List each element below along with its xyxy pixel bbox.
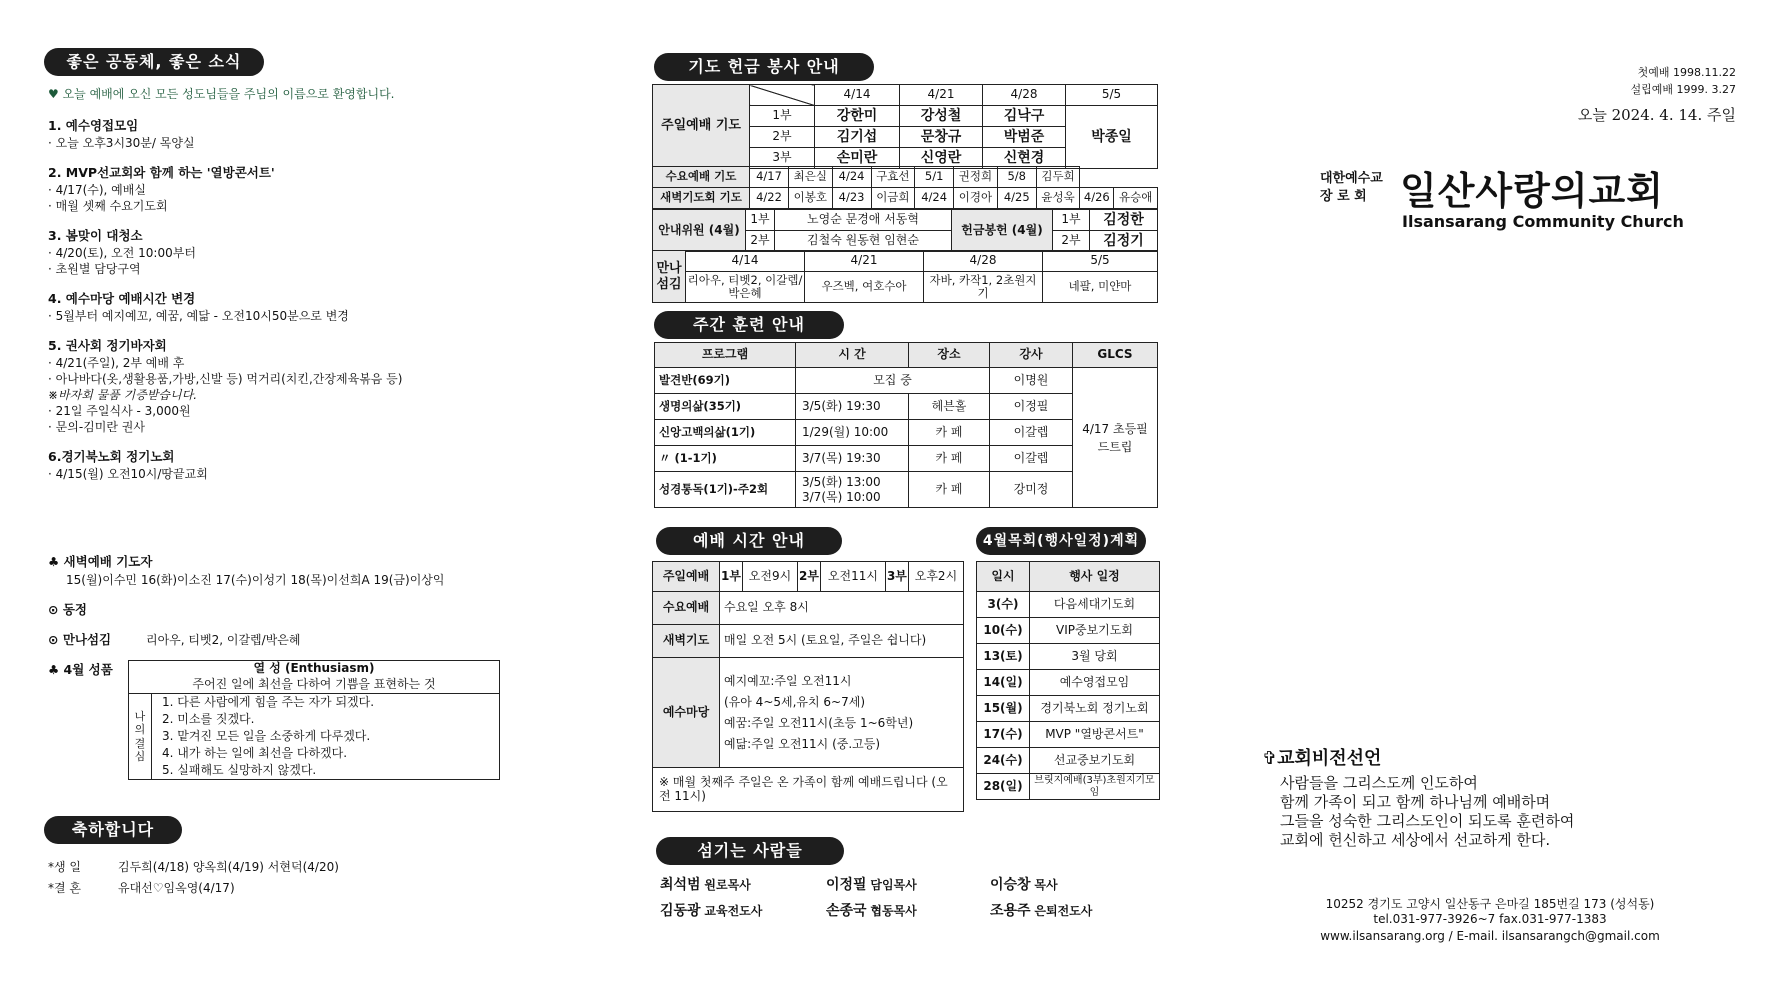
church-address: 10252 경기도 고양시 일산동구 은마길 185번길 173 (성석동) <box>1325 897 1655 911</box>
vision-statement: 사람들을 그리스도께 인도하여 함께 가족이 되고 함께 하나님께 예배하며 그들을 성숙한 그리스도인이 되도록 훈련하여 교회에 헌신하고 세상에서 선교하게 한다. <box>1280 774 1575 849</box>
dawn-prayer-title: ♣ 새벽예배 기도자 <box>48 554 153 569</box>
denomination-line2: 장 로 회 <box>1320 189 1367 204</box>
dawn-prayer-list: 15(월)이수민 16(화)이소진 17(수)이성기 18(목)이선희A 19(금)이상익 <box>66 573 445 587</box>
training-row: 신앙고백의삶(1기) 1/29(월) 10:00 카 페 이갈렙 <box>655 420 1158 446</box>
section-header-staff: 섬기는 사람들 <box>656 837 844 865</box>
character-desc: 주어진 일에 최선을 다하여 기쁨을 표현하는 것 <box>129 677 500 694</box>
events-table: 일시 행사 일정 3(수) 다음세대기도회 10(수) VIP중보기도회 13(토) 3월 당회 14(일) 예수영접모임 15(월) 경기북노회 정기노회 17(수) MVP "열방콘서트" 24(수) 선교중보기도회 28(일) 브릿지예배(3부)초원지기모임 <box>976 561 1160 800</box>
founded-date: 설립예배 1999. 3.27 <box>1630 83 1736 96</box>
event-row: 15(월) 경기북노회 정기노회 <box>977 696 1160 722</box>
character-name: 열 성 (Enthusiasm) <box>129 661 500 678</box>
news-title: 5. 권사회 정기바자회 <box>48 338 167 353</box>
church-web[interactable]: www.ilsansarang.org / E-mail. ilsansarangch@gmail.com <box>1320 929 1660 943</box>
birthday-list: 김두희(4/18) 양옥희(4/19) 서현덕(4/20) <box>118 860 339 874</box>
staff-member: 이정필 담임목사 <box>826 877 917 893</box>
staff-member: 최석범 원로목사 <box>660 877 751 893</box>
church-name: 일산사랑의교회 <box>1400 169 1664 213</box>
event-row: 13(토) 3월 당회 <box>977 644 1160 670</box>
church-name-en: Ilsansarang Community Church <box>1402 212 1684 231</box>
section-header-events: 4월목회(행사일정)계획 <box>976 527 1146 555</box>
event-row: 14(일) 예수영접모임 <box>977 670 1160 696</box>
section-header-worship: 예배 시간 안내 <box>656 527 842 555</box>
staff-member: 김동광 교육전도사 <box>660 903 763 919</box>
training-table: 프로그램 시 간 장소 강사 GLCS 발견반(69기) 모집 중 이명원 4/17 초등필드트립 생명의삶(35기) 3/5(화) 19:30 헤븐홀 이정필 신앙고백의삶(1기) 1/29(월) 10:00 카 페 이갈렙 〃 (1-1기) 3/7(목) 19:30 카 페 이갈렙 성경통독(1기)-주2회 3/5(화) 13:00 3/7(목) 10:00 카 페 강미정 <box>654 342 1158 508</box>
usher-table: 안내위원 (4월) 1부 노영순 문경애 서동혁 헌금봉헌 (4월) 1부 김정한 2부 김철숙 원동현 임현순 2부 김정기 <box>652 209 1158 252</box>
birthday-label: *생 일 <box>48 860 81 874</box>
prayer-table: 주일예배 기도 4/14 4/21 4/28 5/5 1부 강한미 강성철 김낙구 박종일 2부 김기섭 문창규 박범준 3부 손미란 신영란 신현경 <box>652 84 1158 169</box>
staff-member: 이승창 목사 <box>990 877 1058 893</box>
event-row: 28(일) 브릿지예배(3부)초원지기모임 <box>977 774 1160 800</box>
section-header-news: 좋은 공동체, 좋은 소식 <box>44 48 264 76</box>
news-line: · 5월부터 예지예꼬, 예꿈, 예닮 - 오전10시50분으로 변경 <box>48 309 349 323</box>
news-line: · 아나바다(옷,생활용품,가방,신발 등) 먹거리(치킨,간장제육볶음 등) <box>48 372 403 386</box>
news-line: · 4/17(수), 예배실 <box>48 183 146 197</box>
dongjeong-title: ⊙ 동정 <box>48 602 87 617</box>
news-title: 3. 봄맞이 대청소 <box>48 228 143 243</box>
wedding-label: *결 혼 <box>48 881 81 895</box>
news-title: 4. 예수마당 예배시간 변경 <box>48 291 196 306</box>
news-line: · 21일 주일식사 - 3,000원 <box>48 404 191 418</box>
manna-table: 만나 섬김 4/14 4/21 4/28 5/5 리아우, 티벳2, 이갈렙/박은혜 우즈벡, 여호수아 자바, 카작1, 2초원지기 네팔, 미얀마 <box>652 250 1158 303</box>
wed-dawn-prayer-table: 수요예배 기도 4/17 최은실 4/24 구효선 5/1 권정희 5/8 김두희 새벽기도회 기도 4/22 이봉호 4/23 이금희 4/24 이경아 4/25 윤성욱 4/26 유승애 <box>652 166 1158 209</box>
wedding-list: 유대선♡임옥영(4/17) <box>118 881 235 895</box>
news-line: · 오늘 오후3시30분/ 목양실 <box>48 136 195 150</box>
news-line: · 초원별 담당구역 <box>48 262 141 276</box>
staff-member: 손종국 협동목사 <box>826 903 917 919</box>
worship-table: 주일예배 1부 오전9시 2부 오전11시 3부 오후2시 수요예배 수요일 오후 8시 새벽기도 매일 오전 5시 (토요일, 주일은 쉽니다) 예수마당 예지예꼬:주일 오전11시 (유아 4~5세,유치 6~7세) 예꿈:주일 오전11시(초등 1~6학년) 예닮:주일 오전11시 (중.고등) ※ 매월 첫째주 주일은 온 가족이 함께 예배드립니다 (오전 11시) <box>652 561 964 812</box>
training-row: 〃 (1-1기) 3/7(목) 19:30 카 페 이갈렙 <box>655 446 1158 472</box>
section-header-congrats: 축하합니다 <box>44 816 182 844</box>
event-row: 24(수) 선교중보기도회 <box>977 748 1160 774</box>
resolution-label: 나 의 결 심 <box>129 694 152 780</box>
event-row: 17(수) MVP "열방콘서트" <box>977 722 1160 748</box>
news-line: · 4/21(주일), 2부 예배 후 <box>48 356 185 370</box>
news-title: 1. 예수영접모임 <box>48 118 139 133</box>
church-phone: tel.031-977-3926~7 fax.031-977-1383 <box>1373 912 1607 926</box>
fruit-title: ♣ 4월 성품 <box>48 662 113 677</box>
training-row: 생명의삶(35기) 3/5(화) 19:30 헤븐홀 이정필 <box>655 394 1158 420</box>
resolution-list: 1. 다른 사람에게 힘을 주는 자가 되겠다. 2. 미소를 짓겠다. 3. 맡겨진 모든 일을 소중하게 다루겠다. 4. 내가 하는 일에 최선을 다하겠다. 5. 실패해도 실망하지 않겠다. <box>152 694 500 780</box>
news-line: · 매월 셋째 수요기도회 <box>48 199 168 213</box>
training-row: 발견반(69기) 모집 중 이명원 4/17 초등필드트립 <box>655 368 1158 394</box>
first-worship-date: 첫예배 1998.11.22 <box>1637 66 1736 79</box>
manna-title: ⊙ 만나섬김 <box>48 632 112 647</box>
news-line: · 문의-김미란 권사 <box>48 420 145 434</box>
vision-title: ✞교회비전선언 <box>1262 748 1382 769</box>
character-table <box>128 660 500 780</box>
news-title: 2. MVP선교회와 함께 하는 '열방콘서트' <box>48 165 275 180</box>
today-date: 오늘 2024. 4. 14. 주일 <box>1577 106 1736 124</box>
section-header-prayer: 기도 헌금 봉사 안내 <box>654 53 874 81</box>
training-row: 성경통독(1기)-주2회 3/5(화) 13:00 3/7(목) 10:00 카 페 강미정 <box>655 472 1158 508</box>
news-title: 6.경기북노회 정기노회 <box>48 449 175 464</box>
news-line: ※바자회 물품 기증받습니다. <box>48 388 198 402</box>
worship-note: ※ 매월 첫째주 주일은 온 가족이 함께 예배드립니다 (오전 11시) <box>653 768 964 812</box>
denomination-line1: 대한예수교 <box>1320 171 1383 186</box>
news-line: · 4/15(월) 오전10시/땅끝교회 <box>48 467 208 481</box>
staff-member: 조용주 은퇴전도사 <box>990 903 1093 919</box>
manna-value: 리아우, 티벳2, 이갈렙/박은혜 <box>146 633 301 647</box>
news-line: · 4/20(토), 오전 10:00부터 <box>48 246 196 260</box>
glcs-cell: 4/17 초등필드트립 <box>1073 368 1158 508</box>
event-row: 10(수) VIP중보기도회 <box>977 618 1160 644</box>
event-row: 3(수) 다음세대기도회 <box>977 592 1160 618</box>
welcome-text: ♥ 오늘 예배에 오신 모든 성도님들을 주님의 이름으로 환영합니다. <box>48 87 395 101</box>
section-header-training: 주간 훈련 안내 <box>654 311 844 339</box>
